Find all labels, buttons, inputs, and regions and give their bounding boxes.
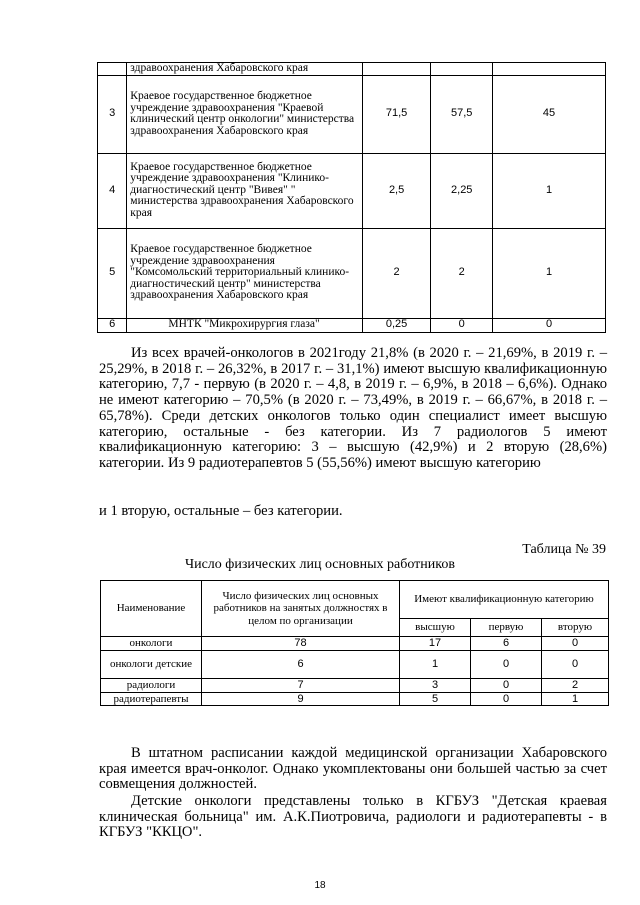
value-cell: 2,25 [431,153,493,228]
row-label: онкологи [101,637,202,651]
row-number: 4 [98,153,127,228]
value-cell: 1 [493,153,606,228]
value-cell: 0,25 [362,318,431,332]
value-cell: 45 [493,75,606,153]
paragraph-text: Из всех врачей-онкологов в 2021году 21,8% (в 2020 г. – 21,69%, в 2019 г. – 25,29%, в 2018 г. – 26,32%, в 2017 г. – 31,1%) имеют высшую квалификационную категорию, 7,7 - первую (в 2020 г. – 4,8, в 2019 г. – 6,9%, в 2018 – 6,6%). Однако не имеют категорию – 70,5% (в 2020 г. – 73,49%, в 2019 г. – 66,67%, в 2018 г. – 65,78%). Среди детских онкологов только один специалист имеет высшую категорию, остальные - без категории. Из 7 радиологов 5 имеют квалификационную категорию: 3 – высшую (42,9%) и 2 вторую (28,6%) категории. Из 9 радиотерапевтов 5 (55,56%) имеют высшую категорию [99,345,607,471]
value-cell: 78 [202,637,400,651]
value-cell: 5 [400,692,471,706]
value-cell: 0 [542,637,609,651]
value-cell: 6 [471,637,542,651]
value-cell: 17 [400,637,471,651]
table-label: Таблица № 39 [522,542,606,557]
value-cell: 1 [542,692,609,706]
institutions-table [97,62,606,333]
value-cell: 57,5 [431,75,493,153]
body-paragraph [99,504,607,520]
table-title: Число физических лиц основных работников [185,557,455,572]
column-header: Имеют квалификационную категорию [400,581,609,619]
page-number: 18 [314,880,326,891]
row-label: радиологи [101,678,202,692]
value-cell: 2 [431,228,493,318]
value-cell [493,63,606,76]
value-cell: 0 [471,678,542,692]
row-number [98,63,127,76]
table-row [101,678,609,692]
institution-name: Краевое государственное бюджетное учреждение здравоохранения "Краевой клинический центр онкологии" министерства здравоохранения Хабаровского края [127,75,363,153]
table-row [98,318,606,332]
column-header: первую [471,619,542,637]
paragraph-text: и 1 вторую, остальные – без категории. [99,503,343,519]
value-cell: 9 [202,692,400,706]
column-header: Число физических лиц основных работников на занятых должностях в целом по организации [202,581,400,637]
table-row [98,228,606,318]
value-cell: 2 [362,228,431,318]
value-cell: 0 [471,650,542,678]
table-row [98,63,606,76]
value-cell: 0 [493,318,606,332]
institution-name: Краевое государственное бюджетное учреждение здравоохранения "Клинико-диагностический центр "Вивея" " министерства здравоохранения Хабаровского края [127,153,363,228]
value-cell: 6 [202,650,400,678]
value-cell: 1 [493,228,606,318]
body-paragraph [99,794,607,841]
value-cell [362,63,431,76]
paragraph-text: В штатном расписании каждой медицинской организации Хабаровского края имеется врач-онколог. Однако укомплектованы они большей частью за счет совмещения должностей. [99,745,607,793]
value-cell: 0 [542,650,609,678]
row-label: радиотерапевты [101,692,202,706]
table-row [101,692,609,706]
column-header: высшую [400,619,471,637]
value-cell [431,63,493,76]
column-header: вторую [542,619,609,637]
value-cell: 1 [400,650,471,678]
value-cell: 2,5 [362,153,431,228]
row-number: 3 [98,75,127,153]
table-row [101,637,609,651]
column-header: Наименование [101,581,202,637]
value-cell: 0 [471,692,542,706]
table-row [101,650,609,678]
institution-name: здравоохранения Хабаровского края [127,63,363,76]
value-cell: 7 [202,678,400,692]
table-row [98,75,606,153]
staff-table [100,580,609,706]
value-cell: 3 [400,678,471,692]
value-cell: 2 [542,678,609,692]
row-number: 5 [98,228,127,318]
table-header-row [101,581,609,619]
body-paragraph [99,746,607,793]
paragraph-text: Детские онкологи представлены только в КГБУЗ "Детская краевая клиническая больница" им. А.К.Пиотровича, радиологи и радиотерапевты - в КГБУЗ "ККЦО". [99,793,607,841]
institution-name: МНТК "Микрохирургия глаза" [127,318,363,332]
value-cell: 71,5 [362,75,431,153]
value-cell: 0 [431,318,493,332]
row-label: онкологи детские [101,650,202,678]
row-number: 6 [98,318,127,332]
institution-name: Краевое государственное бюджетное учреждение здравоохранения "Комсомольский территориальный клинико-диагностический центр" министерства здравоохранения Хабаровского края [127,228,363,318]
table-row [98,153,606,228]
body-paragraph [99,346,607,472]
